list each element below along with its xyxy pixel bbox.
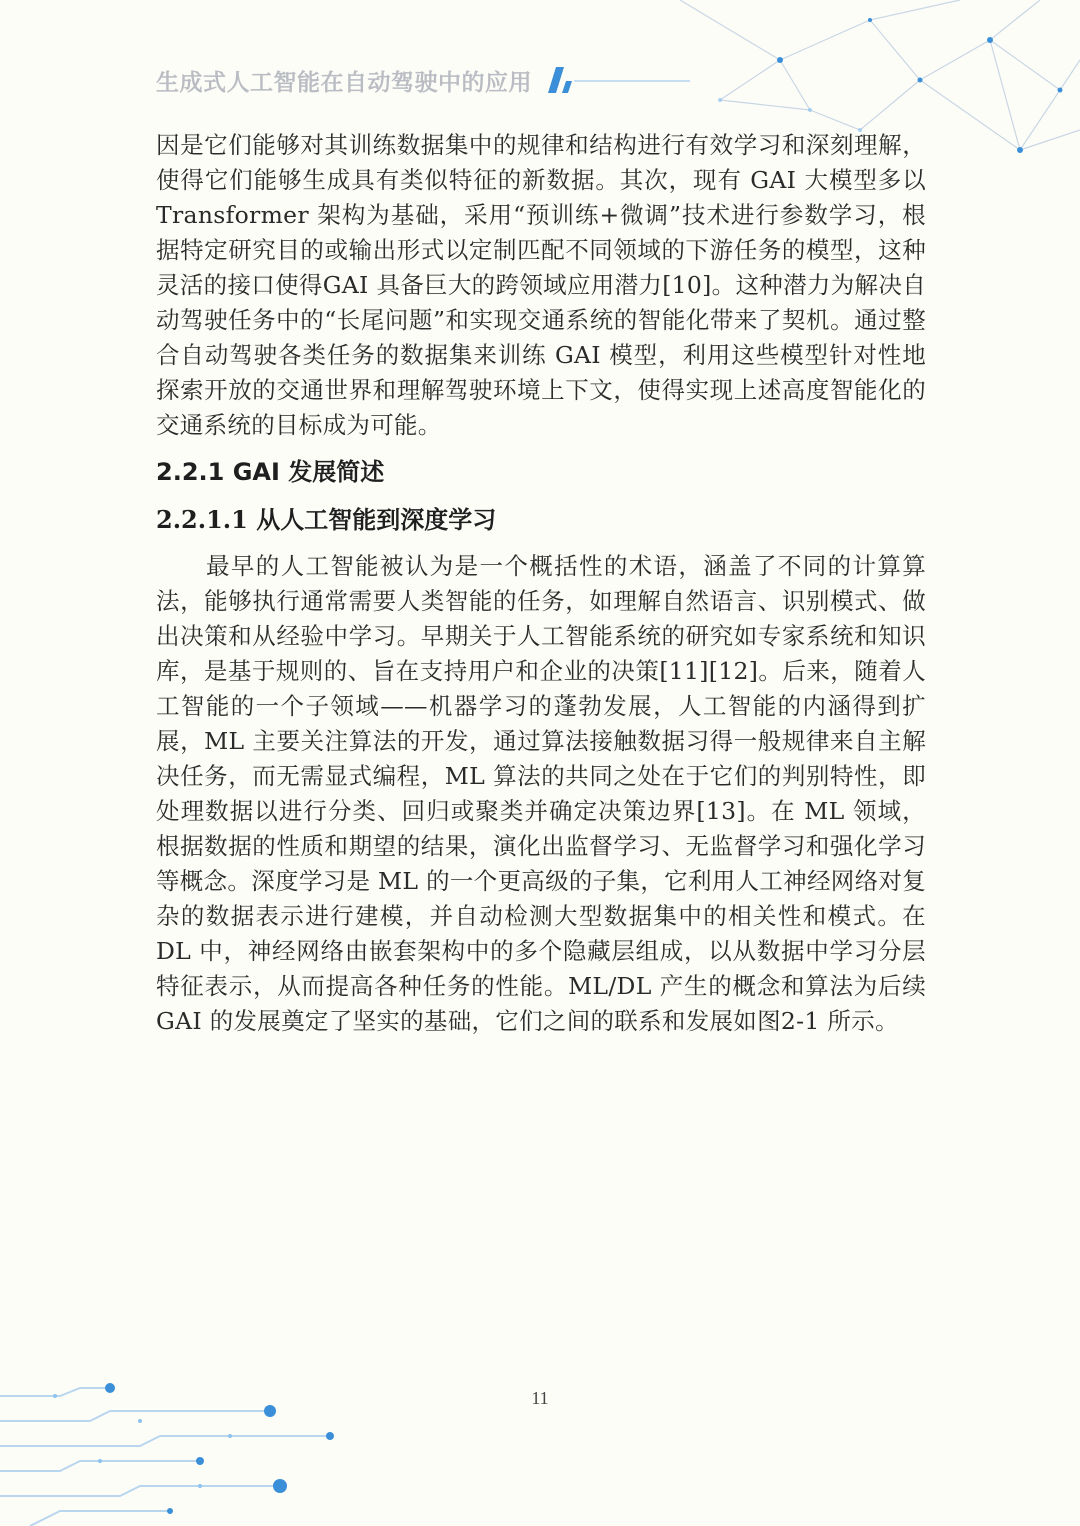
- page-number: 11: [531, 1388, 549, 1408]
- circuit-decoration-bottom: [0, 1376, 360, 1526]
- paragraph-continued: 因是它们能够对其训练数据集中的规律和结构进行有效学习和深刻理解，使得它们能够生成具有类似特征的新数据。其次，现有 GAI 大模型多以Transformer 架构为基础，采用“预训练+微调”技术进行参数学习，根据特定研究目的或输出形式以定制匹配不同领域的下游任务的模型，这种灵活的接口使得GAI 具备巨大的跨领域应用潜力[10]。这种潜力为解决自动驾驶任务中的“长尾问题”和实现交通系统的智能化带来了契机。通过整合自动驾驶各类任务的数据集来训练 GAI 模型，利用这些模型针对性地探索开放的交通世界和理解驾驶环境上下文，使得实现上述高度智能化的交通系统的目标成为可能。: [156, 131, 926, 439]
- section-heading-2-2-1: 2.2.1 GAI 发展简述: [156, 458, 385, 486]
- running-header: [156, 60, 692, 100]
- page-body: [156, 128, 926, 1039]
- paragraph-ai-to-dl: 最早的人工智能被认为是一个概括性的术语，涵盖了不同的计算算法，能够执行通常需要人类智能的任务，如理解自然语言、识别模式、做出决策和从经验中学习。早期关于人工智能系统的研究如专家系统和知识库，是基于规则的、旨在支持用户和企业的决策[11][12]。后来，随着人工智能的一个子领域——机器学习的蓬勃发展，人工智能的内涵得到扩展，ML 主要关注算法的开发，通过算法接触数据习得一般规律来自主解决任务，而无需显式编程，ML 算法的共同之处在于它们的判别特性，即处理数据以进行分类、回归或聚类并确定决策边界[13]。在 ML 领域，根据数据的性质和期望的结果，演化出监督学习、无监督学习和强化学习等概念。深度学习是 ML 的一个更高级的子集，它利用人工神经网络对复杂的数据表示进行建模，并自动检测大型数据集中的相关性和模式。在 DL 中，神经网络由嵌套架构中的多个隐藏层组成，以从数据中学习分层特征表示，从而提高各种任务的性能。ML/DL 产生的概念和算法为后续 GAI 的发展奠定了坚实的基础，它们之间的联系和发展如图2-1 所示。: [156, 552, 926, 1035]
- header-slash-icon: [542, 65, 692, 95]
- subsection-heading-2-2-1-1: 2.2.1.1 从人工智能到深度学习: [156, 505, 497, 534]
- header-title: 生成式人工智能在自动驾驶中的应用: [156, 69, 532, 96]
